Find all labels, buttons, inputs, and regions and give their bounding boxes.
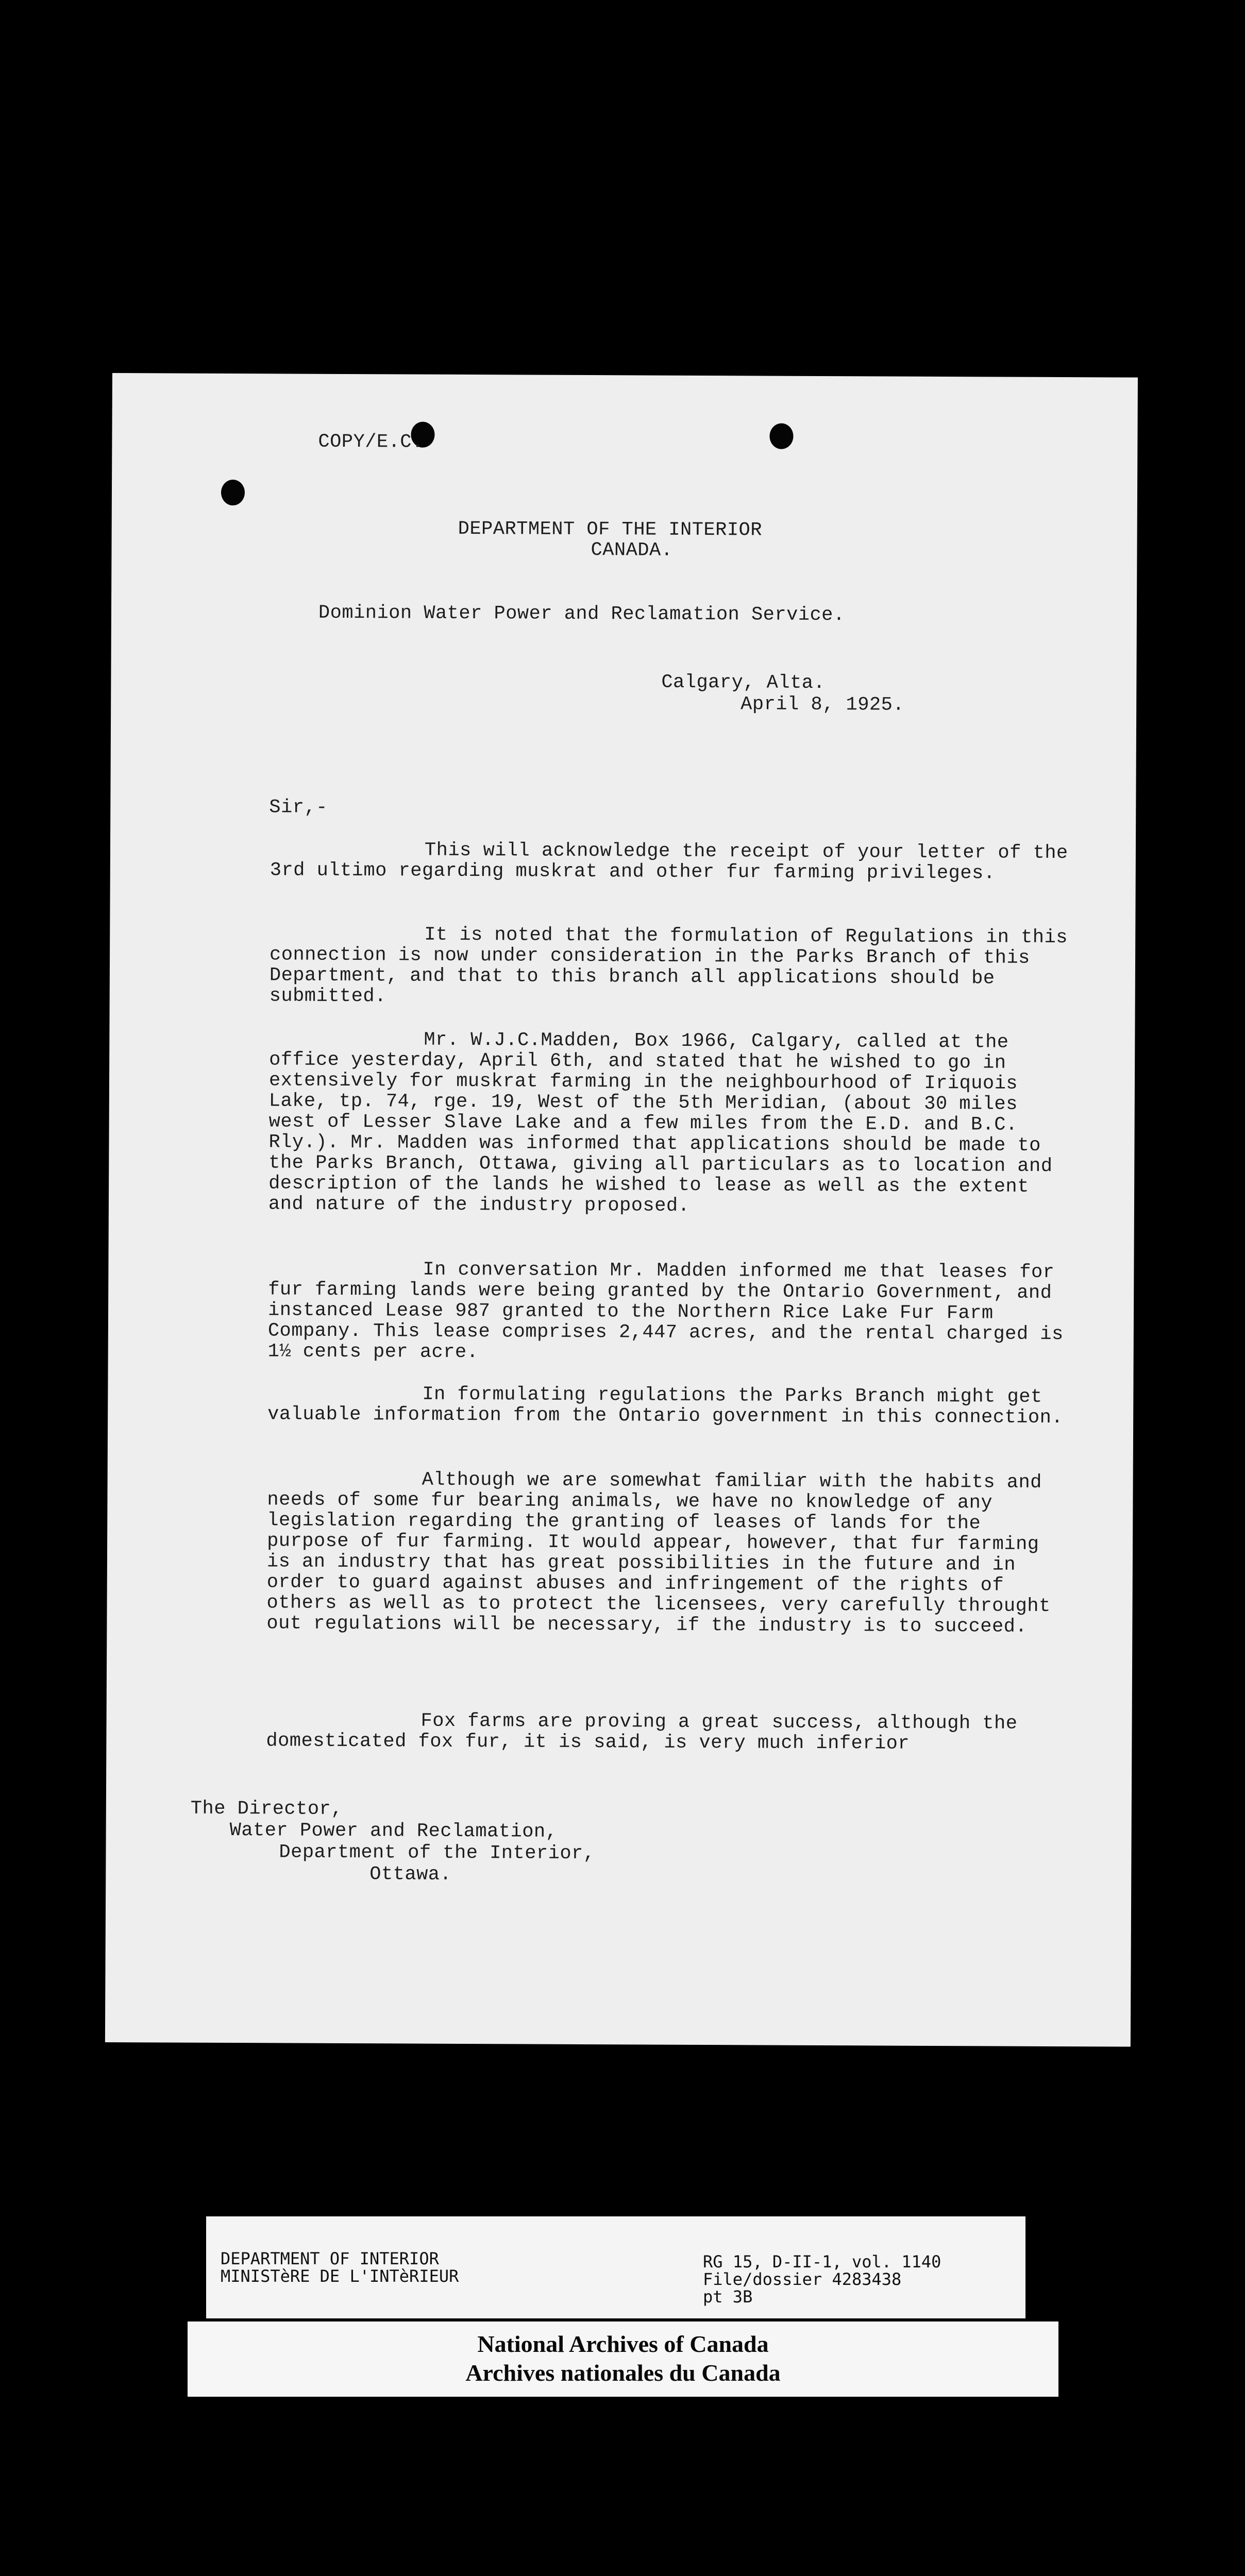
punch-hole-right xyxy=(769,423,793,449)
service-name: Dominion Water Power and Reclamation Service. xyxy=(318,602,845,626)
archives-name-english: National Archives of Canada xyxy=(477,2331,769,2357)
department-heading: DEPARTMENT OF THE INTERIOR xyxy=(458,518,763,541)
archive-reference: RG 15, D-II-1, vol. 1140 xyxy=(703,2252,941,2272)
file-part: pt 3B xyxy=(703,2287,753,2307)
archive-reference-label xyxy=(206,2216,1025,2318)
archives-name-label xyxy=(188,2321,1058,2397)
addressee-line-4: Ottawa. xyxy=(369,1863,452,1886)
paragraph-5: In formulating regulations the Parks Branch might get valuable information from the Ontario government in this connection. xyxy=(267,1383,1064,1429)
archives-name-french: Archives nationales du Canada xyxy=(465,2360,781,2386)
paragraph-1: This will acknowledge the receipt of your letter of the 3rd ultimo regarding muskrat and other fur farming privileges. xyxy=(270,839,1080,885)
paragraph-6: Although we are somewhat familiar with the habits and needs of some fur bearing animals, we have no knowledge of any legislation regarding the granting of leases of lands for the purpose of fur farming. It would appear, however, that fur farming is an industry that has great possibilities in the future and in order to guard against abuses and infringement of the rights of others as well as to protect the licensees, very carefully throught out regulations will be necessary, if the industry is to succeed. xyxy=(266,1469,1063,1638)
addressee-line-3: Department of the Interior, xyxy=(279,1841,595,1865)
letter-page xyxy=(105,373,1138,2047)
department-french: MINISTèRE DE L'INTèRIEUR xyxy=(221,2266,459,2286)
department-country: CANADA. xyxy=(591,539,673,562)
addressee-line-1: The Director, xyxy=(190,1798,343,1820)
paragraph-4: In conversation Mr. Madden informed me that leases for fur farming lands were being granted by the Ontario Government, and instanced Lease 987 granted to the Northern Rice Lake Fur Farm Company. This lease comprises 2,447 acres, and the rental charged is 1½ cents per acre. xyxy=(267,1259,1075,1364)
paragraph-3: Mr. W.J.C.Madden, Box 1966, Calgary, called at the office yesterday, April 6th, and stated that he wished to go in extensively for muskrat farming in the neighbourhood of Iriquois Lake, tp. 74, rge. 19, West of the 5th Meridian, (about 30 miles west of Lesser Slave Lake and a few miles from the E.D. and B.C. Rly.). Mr. Madden was informed that applications should be made to the Parks Branch, Ottawa, giving all particulars as to location and description of the lands he wished to lease as well as the extent and nature of the industry proposed. xyxy=(268,1029,1065,1217)
copy-mark: COPY/E.C. xyxy=(318,431,424,453)
paragraph-2: It is noted that the formulation of Regulations in this connection is now under consideration in the Parks Branch of this Department, and that to this branch all applications should be submitted. xyxy=(269,924,1080,1008)
salutation: Sir,- xyxy=(269,796,328,819)
punch-hole-left xyxy=(221,480,245,505)
file-dossier: File/dossier 4283438 xyxy=(703,2269,902,2289)
addressee-line-2: Water Power and Reclamation, xyxy=(229,1820,558,1843)
letter-place: Calgary, Alta. xyxy=(661,671,826,694)
letter-date: April 8, 1925. xyxy=(741,693,905,716)
department-english: DEPARTMENT OF INTERIOR xyxy=(221,2249,439,2268)
paragraph-7: Fox farms are proving a great success, although the domesticated fox fur, it is said, is very much inferior xyxy=(266,1710,1030,1755)
